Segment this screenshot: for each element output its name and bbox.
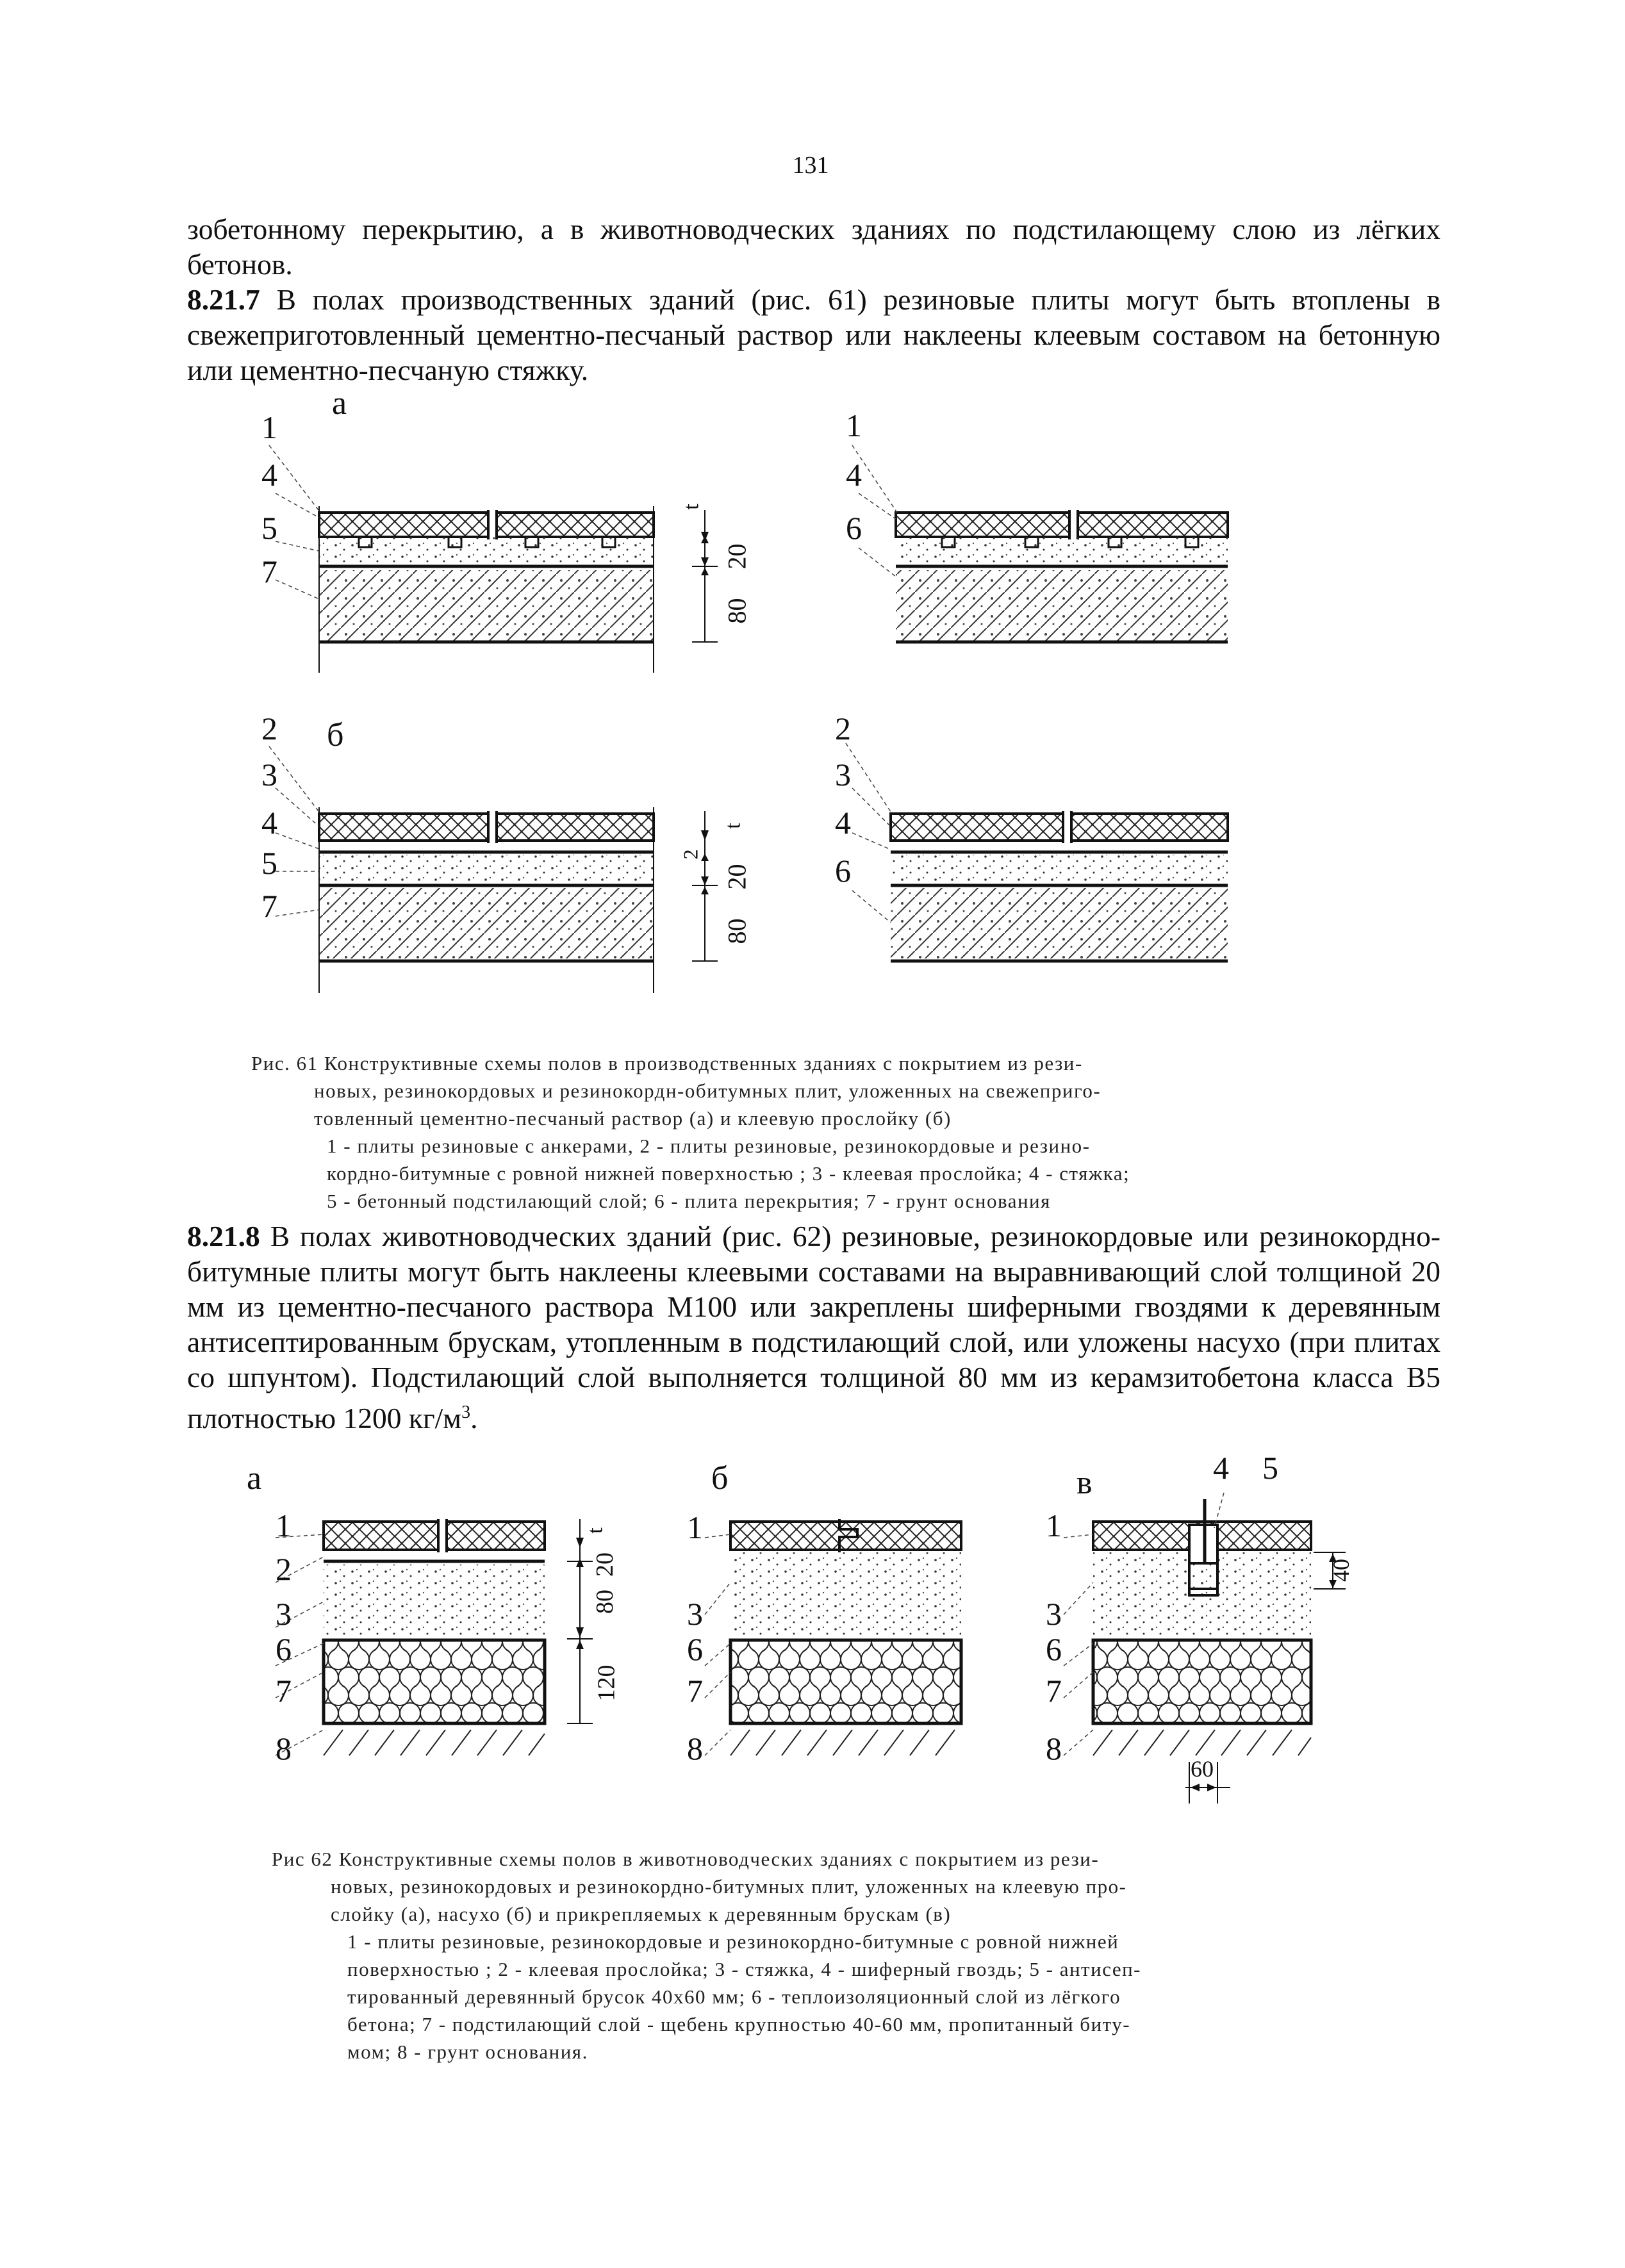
fig61-a-dim-80: 80 xyxy=(722,598,752,624)
fig61-a-dim-t: t xyxy=(679,504,704,510)
intro-paragraph: зобетонному перекрытию, а в животноводческих зданиях по подстилающему слою из лёгких бетонов. xyxy=(187,213,1440,281)
fig62-v-label-8: 8 xyxy=(1046,1730,1062,1766)
fig62-v-label-1: 1 xyxy=(1046,1508,1062,1543)
clause-number: 8.21.7 xyxy=(187,283,260,316)
fig61-a-left-label-7: 7 xyxy=(261,554,277,589)
fig61-sublabel-b: б xyxy=(327,717,344,753)
fig61-a-left-section xyxy=(269,445,718,673)
caption-line: Рис. 61 Конструктивные схемы полов в производственных зданиях с покрытием из рези- xyxy=(251,1052,1083,1074)
fig62-sublabel-v: в xyxy=(1076,1465,1093,1501)
clause-text: В полах производственных зданий (рис. 61) резиновые плиты могут быть втоплены в свежеприготовленный цементно-песчаный раствор или наклеены клеевым составом на бетонную или цементно-песчаную стяжку. xyxy=(187,283,1440,386)
fig61-b-right-label-4: 4 xyxy=(835,805,851,841)
fig61-b-right-label-2: 2 xyxy=(835,711,851,746)
fig61-a-left-label-1: 1 xyxy=(261,409,277,445)
fig61-b-dim-t: t xyxy=(721,823,745,829)
fig62-a-label-8: 8 xyxy=(276,1730,292,1766)
fig62-b-label-8: 8 xyxy=(687,1730,703,1766)
fig61-a-right-section xyxy=(852,445,1228,642)
caption-line: 1 - плиты резиновые, резинокордовые и резинокордно-битумные с ровной нижней xyxy=(347,1930,1119,1953)
fig61-b-left-label-7: 7 xyxy=(261,888,277,924)
caption-line: тированный деревянный брусок 40х60 мм; 6 - теплоизоляционный слой из лёгкого xyxy=(347,1985,1121,2008)
caption-line: 5 - бетонный подстилающий слой; 6 - плита перекрытия; 7 - грунт основания xyxy=(327,1190,1051,1212)
clause-number: 8.21.8 xyxy=(187,1220,260,1253)
fig62-a-label-2: 2 xyxy=(276,1551,292,1587)
fig61-b-dim-20: 20 xyxy=(722,864,752,890)
fig62-a-label-3: 3 xyxy=(276,1596,292,1632)
fig61-caption xyxy=(251,1049,1340,1215)
caption-line: мом; 8 - грунт основания. xyxy=(347,2041,588,2063)
fig62-v-label-3: 3 xyxy=(1046,1596,1062,1632)
fig61-sublabel-a: а xyxy=(332,385,347,422)
fig62-v-dim-40: 40 xyxy=(1328,1559,1354,1582)
fig62-v-label-4: 4 xyxy=(1213,1450,1229,1486)
caption-line: товленный цементно-песчаный раствор (а) и клеевую прослойку (б) xyxy=(314,1107,952,1130)
caption-line: слойку (а), насухо (б) и прикрепляемых к деревянным брускам (в) xyxy=(331,1903,952,1925)
fig61-b-left-label-3: 3 xyxy=(261,757,277,793)
fig61-b-right-section xyxy=(846,743,1228,961)
clause-text: В полах животноводческих зданий (рис. 62) резиновые, резинокордовые или резинокордно-битумные плиты могут быть наклеены клеевыми составами на выравнивающий слой толщиной 20 мм из цементно-песчаного раствора М100 или закреплены шиферными гвоздями к деревянным антисептированным брускам, утопленным в подстилающий слой, или уложены насухо (при плитах со шпунтом). Подстилающий слой выполняется толщиной 80 мм из керамзитобетона класса В5 плотностью 1200 кг/м xyxy=(187,1220,1440,1435)
fig62-a-label-1: 1 xyxy=(276,1508,292,1543)
fig62-a-dim-t: t xyxy=(583,1527,607,1534)
fig62-v-label-7: 7 xyxy=(1046,1673,1062,1709)
fig61-a-right-label-1: 1 xyxy=(846,407,862,443)
caption-line: новых, резинокордовых и резинокордн-обитумных плит, уложенных на свежеприго- xyxy=(314,1080,1101,1102)
fig62-caption xyxy=(272,1845,1361,2066)
fig62-a-label-7: 7 xyxy=(276,1673,292,1709)
fig62-a-label-6: 6 xyxy=(276,1631,292,1667)
page-number: 131 xyxy=(792,152,829,179)
fig61-b-left-label-4: 4 xyxy=(261,805,277,841)
fig61-b-left-label-5: 5 xyxy=(261,845,277,881)
fig62-b-label-6: 6 xyxy=(687,1631,703,1667)
fig61-b-dim-80: 80 xyxy=(722,918,752,944)
fig61-a-right-label-6: 6 xyxy=(846,510,862,546)
caption-line: новых, резинокордовых и резинокордно-битумных плит, уложенных на клеевую про- xyxy=(331,1875,1127,1898)
fig62-b-label-7: 7 xyxy=(687,1673,703,1709)
fig61-a-dim-20: 20 xyxy=(722,543,752,570)
fig62-sublabel-b: б xyxy=(711,1460,729,1497)
caption-line: 1 - плиты резиновые с анкерами, 2 - плиты резиновые, резинокордовые и резино- xyxy=(327,1135,1091,1157)
paragraph-8-21-8 xyxy=(187,1219,1440,1436)
fig62-a-section xyxy=(276,1519,593,1755)
fig61-b-left-section xyxy=(269,746,718,993)
fig61-b-left-label-2: 2 xyxy=(261,711,277,746)
fig62-v-label-5: 5 xyxy=(1262,1450,1278,1486)
caption-line: поверхностью ; 2 - клеевая прослойка; 3 - стяжка, 4 - шиферный гвоздь; 5 - антисеп- xyxy=(347,1958,1142,1980)
fig62-a-dim-20: 20 xyxy=(591,1552,618,1577)
fig62-a-dim-120: 120 xyxy=(593,1664,620,1702)
fig61-a-left-label-4: 4 xyxy=(261,457,277,493)
clause-end: . xyxy=(470,1402,478,1435)
fig61-b-right-label-3: 3 xyxy=(835,757,851,793)
fig62-sublabel-a: а xyxy=(247,1460,262,1497)
fig62-a-dim-80: 80 xyxy=(591,1590,618,1614)
caption-line: кордно-битумные с ровной нижней поверхностью ; 3 - клеевая прослойка; 4 - стяжка; xyxy=(327,1162,1130,1185)
fig62-b-section xyxy=(705,1519,961,1755)
fig61-b-dim-2: 2 xyxy=(679,849,702,860)
fig61-a-left-label-5: 5 xyxy=(261,510,277,546)
caption-line: Рис 62 Конструктивные схемы полов в животноводческих зданиях с покрытием из рези- xyxy=(272,1848,1100,1870)
fig62-b-label-1: 1 xyxy=(687,1509,703,1545)
caption-line: бетона; 7 - подстилающий слой - щебень крупностью 40-60 мм, пропитанный биту- xyxy=(347,2013,1131,2035)
fig61-a-right-label-4: 4 xyxy=(846,457,862,493)
fig62-v-dim-60: 60 xyxy=(1191,1756,1214,1782)
superscript: 3 xyxy=(461,1402,471,1422)
fig62-b-label-3: 3 xyxy=(687,1596,703,1632)
fig62-v-label-6: 6 xyxy=(1046,1631,1062,1667)
fig61-b-right-label-6: 6 xyxy=(835,853,851,889)
